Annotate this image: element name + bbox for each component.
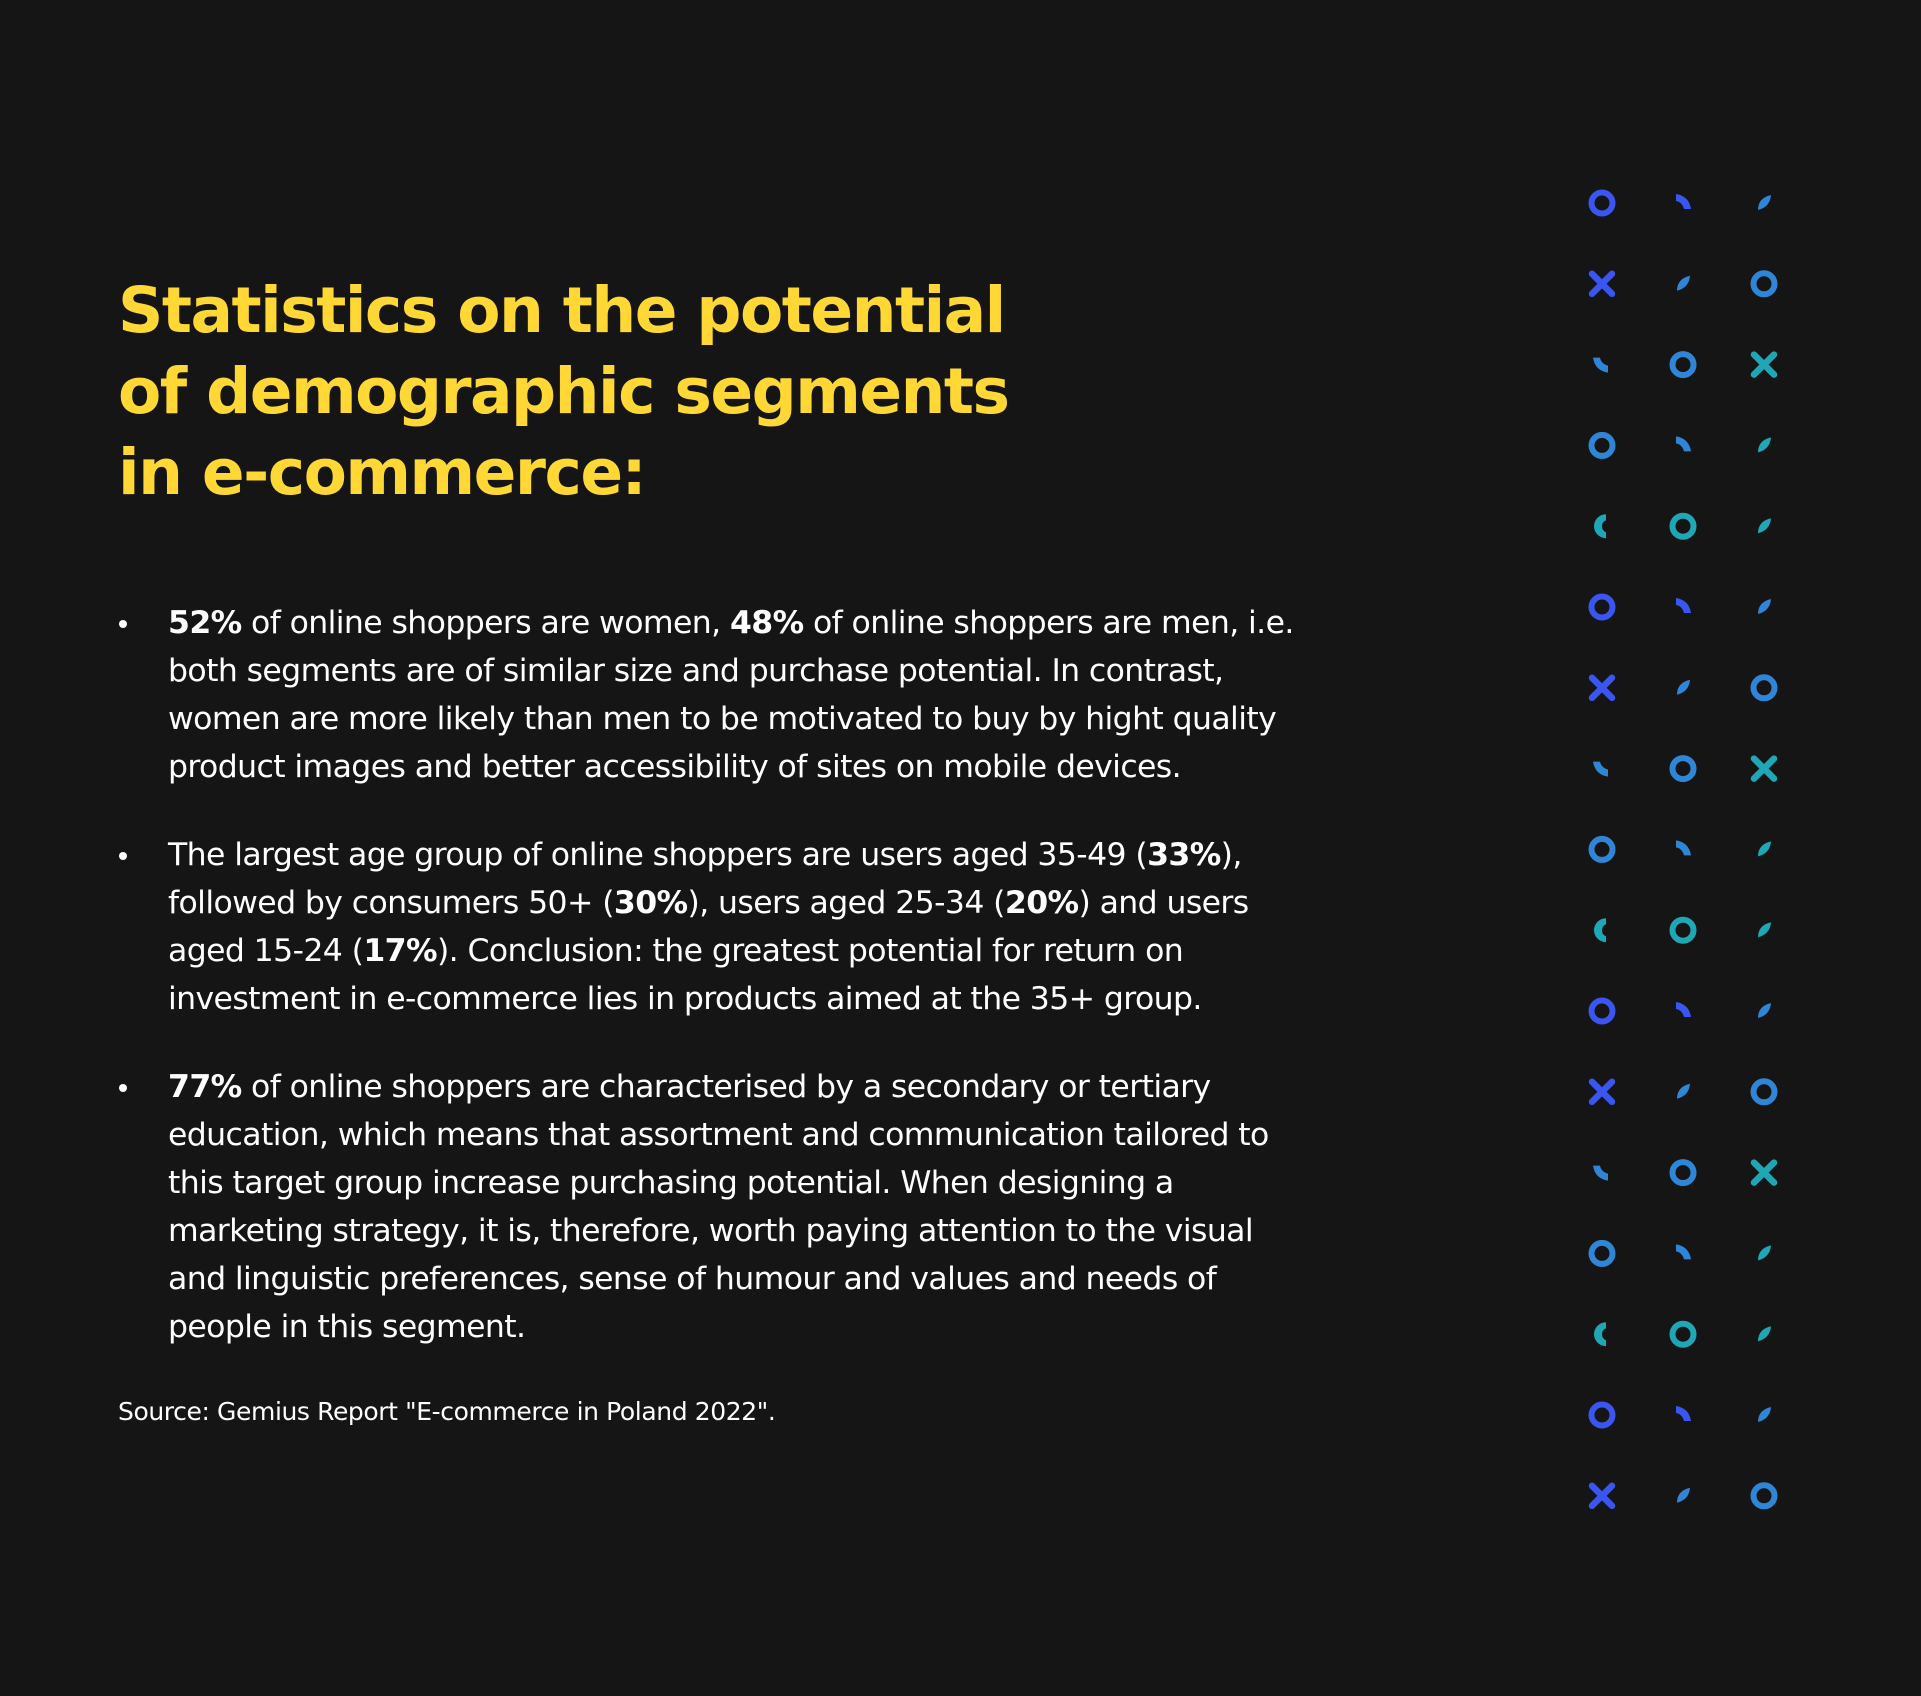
leaf-icon	[1758, 1326, 1771, 1341]
title-line: of demographic segments	[118, 355, 1009, 428]
text-run: marketing strategy, it is, therefore, worth paying attention to the visual	[168, 1213, 1254, 1249]
highlight-value: 20%	[1004, 885, 1079, 921]
leaf-icon	[1758, 1003, 1771, 1018]
ring-icon	[1754, 1485, 1775, 1506]
leaf-icon	[1758, 841, 1771, 856]
leaf-icon	[1677, 680, 1690, 695]
leaf-icon	[1758, 1407, 1771, 1422]
ring-icon	[1754, 1081, 1775, 1102]
quarter-a-icon	[1676, 1244, 1691, 1259]
ring-icon	[1754, 677, 1775, 698]
text-run: of online shoppers are characterised by a secondary or tertiary	[241, 1069, 1211, 1105]
text-run: aged 15-24 (	[168, 933, 364, 969]
quarter-a-icon	[1676, 840, 1691, 855]
quarter-a-icon	[1676, 598, 1691, 613]
highlight-value: 30%	[613, 885, 688, 921]
text-run: ), users aged 25-34 (	[687, 885, 1005, 921]
x-icon	[1754, 1163, 1774, 1183]
text-run: followed by consumers 50+ (	[168, 885, 614, 921]
quarter-a-icon	[1676, 194, 1691, 209]
highlight-value: 33%	[1147, 837, 1221, 873]
x-icon	[1592, 1486, 1612, 1506]
quarter-a-icon	[1676, 436, 1691, 451]
leaf-icon	[1677, 1084, 1690, 1099]
leaf-icon	[1677, 1488, 1690, 1503]
highlight-value: 77%	[168, 1069, 242, 1105]
text-run: ). Conclusion: the greatest potential for return on	[436, 933, 1184, 969]
text-run: people in this segment.	[168, 1309, 526, 1345]
ring-icon	[1592, 435, 1613, 456]
x-icon	[1754, 355, 1774, 375]
highlight-value: 17%	[363, 933, 437, 969]
highlight-value: 52%	[168, 605, 242, 641]
ring-icon	[1673, 1324, 1694, 1345]
quarter-a-icon	[1676, 1406, 1691, 1421]
x-icon	[1592, 1082, 1612, 1102]
leaf-icon	[1758, 518, 1771, 533]
x-icon	[1754, 759, 1774, 779]
crescent-icon	[1594, 514, 1606, 538]
text-run: product images and better accessibility of sites on mobile devices.	[168, 749, 1182, 785]
text-run: ) and users	[1078, 885, 1249, 921]
leaf-icon	[1758, 195, 1771, 210]
ring-icon	[1592, 597, 1613, 618]
ring-icon	[1673, 758, 1694, 779]
text-run: ),	[1220, 837, 1242, 873]
source-note: Source: Gemius Report "E-commerce in Poland 2022".	[118, 1397, 776, 1426]
ring-icon	[1673, 920, 1694, 941]
text-run: of online shoppers are women,	[241, 605, 730, 641]
text-run: The largest age group of online shoppers are users aged 35-49 (	[168, 837, 1148, 873]
ring-icon	[1673, 1162, 1694, 1183]
title-line: Statistics on the potential	[118, 274, 1005, 347]
leaf-icon	[1758, 599, 1771, 614]
ring-icon	[1592, 1001, 1613, 1022]
crescent-icon	[1594, 918, 1606, 942]
ring-icon	[1592, 1405, 1613, 1426]
text-run: women are more likely than men to be motivated to buy by hight quality	[168, 701, 1277, 737]
ring-icon	[1592, 193, 1613, 214]
x-icon	[1592, 274, 1612, 294]
crescent-icon	[1594, 1322, 1606, 1346]
text-run: investment in e-commerce lies in products aimed at the 35+ group.	[168, 981, 1202, 1017]
text-run: both segments are of similar size and purchase potential. In contrast,	[168, 653, 1224, 689]
x-icon	[1592, 678, 1612, 698]
title-line: in e-commerce:	[118, 436, 646, 509]
text-run: this target group increase purchasing potential. When designing a	[168, 1165, 1174, 1201]
leaf-icon	[1758, 922, 1771, 937]
leaf-icon	[1758, 437, 1771, 452]
text-run: of online shoppers are men, i.e.	[803, 605, 1294, 641]
leaf-icon	[1758, 1245, 1771, 1260]
leaf-icon	[1677, 276, 1690, 291]
text-run: and linguistic preferences, sense of humour and values and needs of	[168, 1261, 1217, 1297]
ring-icon	[1592, 1243, 1613, 1264]
ring-icon	[1673, 354, 1694, 375]
ring-icon	[1592, 839, 1613, 860]
quarter-b-icon	[1593, 358, 1608, 373]
quarter-b-icon	[1593, 762, 1608, 777]
quarter-a-icon	[1676, 1002, 1691, 1017]
highlight-value: 48%	[729, 605, 804, 641]
ring-icon	[1673, 516, 1694, 537]
ring-icon	[1754, 273, 1775, 294]
text-run: education, which means that assortment and communication tailored to	[168, 1117, 1269, 1153]
quarter-b-icon	[1593, 1166, 1608, 1181]
